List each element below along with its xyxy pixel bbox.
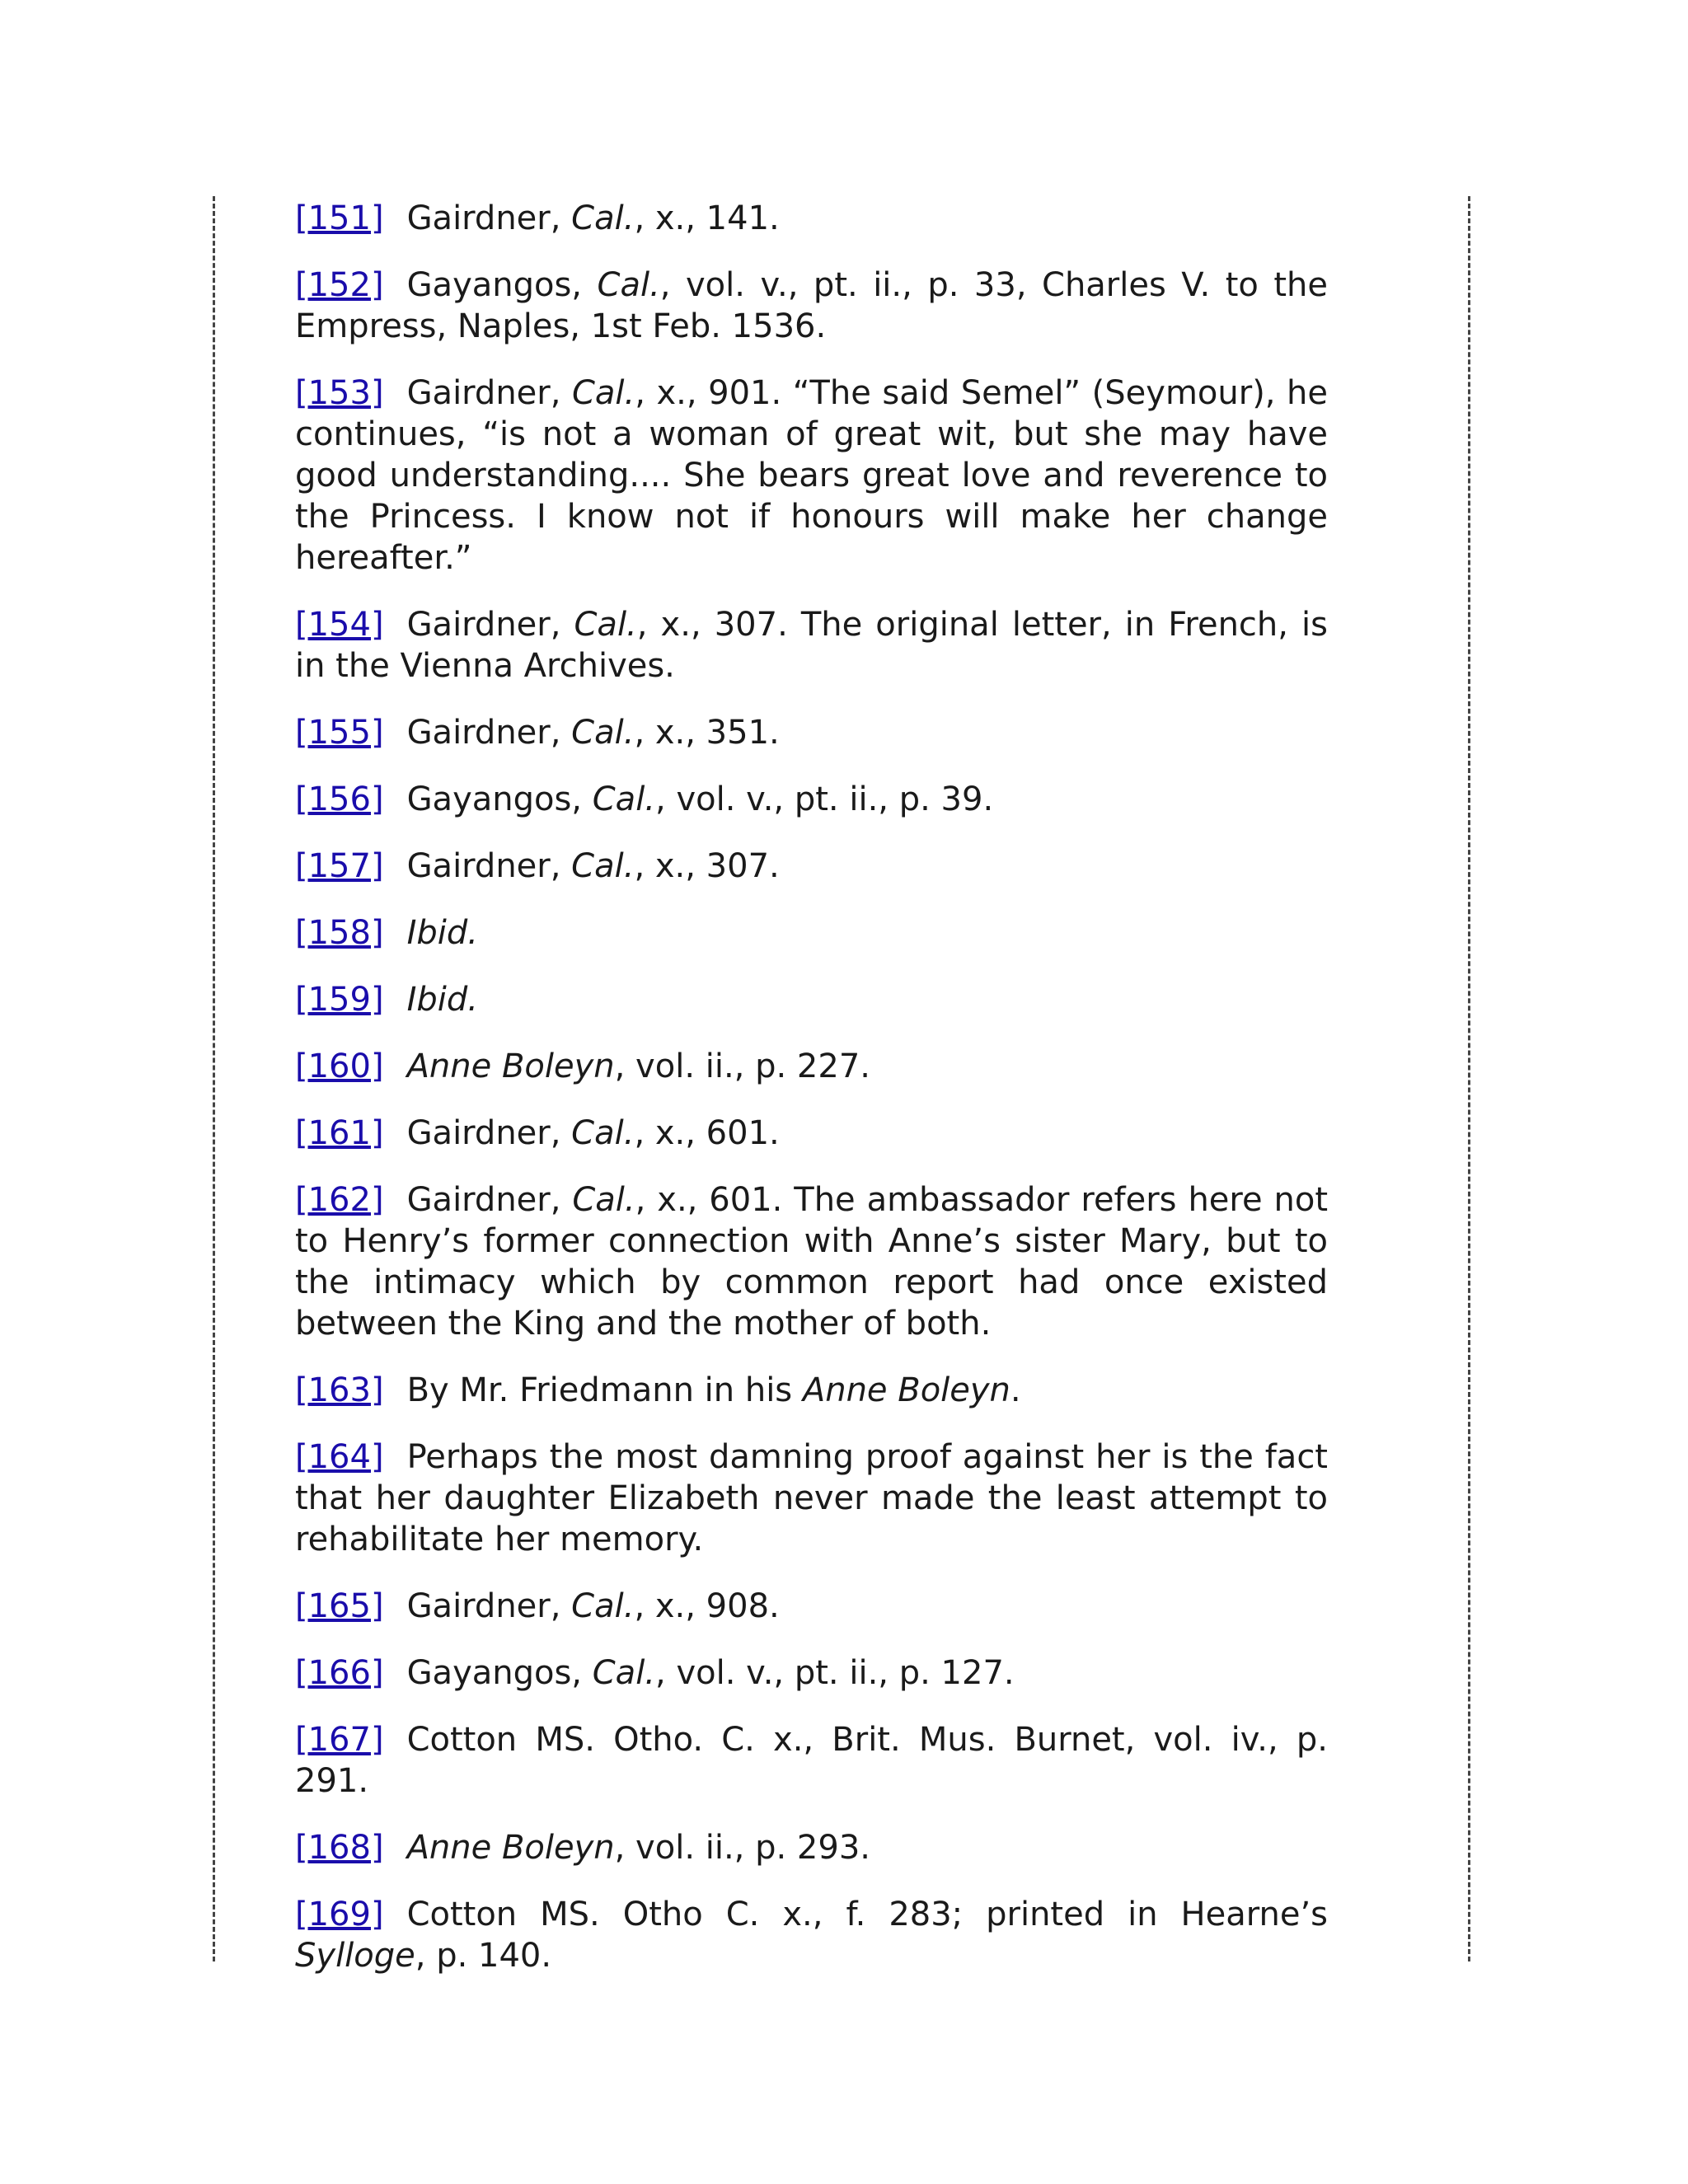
footnote-text: , x., 351. [634, 714, 780, 752]
footnote-text: , vol. ii., p. 293. [614, 1829, 870, 1867]
footnote-ref-link[interactable]: [155] [295, 714, 384, 752]
footnote [295, 979, 1328, 1020]
footnote [295, 912, 1328, 954]
footnote-text: , x., 141. [634, 199, 780, 237]
footnote [295, 779, 1328, 820]
footnote-text: , x., 307. The original letter, in French, is in the Vienna Archives. [295, 606, 1328, 685]
footnote-italic-text: Sylloge [295, 1937, 415, 1975]
footnote-text: , x., 307. [634, 847, 780, 885]
footnote-text: Cotton MS. Otho. C. x., Brit. Mus. Burnet, vol. iv., p. 291. [295, 1721, 1328, 1800]
footnote-text: , x., 601. The ambassador refers here not to Henry’s former connection with Anne’s sister Mary, but to the intimacy which by common report had once existed between the King and the mother of both. [295, 1181, 1329, 1343]
footnote-ref-link[interactable]: [159] [295, 981, 384, 1019]
footnote-text: , vol. ii., p. 227. [614, 1047, 870, 1085]
footnote-italic-text: Cal. [574, 606, 637, 644]
footnote [295, 1719, 1328, 1802]
footnote [295, 1436, 1328, 1560]
footnote-italic-text: Cal. [571, 199, 635, 237]
footnote-italic-text: Cal. [597, 266, 660, 304]
footnote-text: Gairdner, [406, 374, 572, 412]
footnote-text: Gairdner, [406, 1114, 572, 1152]
footnote-text: , vol. v., pt. ii., p. 33, Charles V. to the Empress, Naples, 1st Feb. 1536. [295, 266, 1328, 345]
footnote-ref-link[interactable]: [156] [295, 780, 384, 818]
footnote [295, 1370, 1328, 1411]
footnote-ref-link[interactable]: [160] [295, 1047, 384, 1085]
footnotes-list [295, 198, 1328, 2002]
footnote [295, 1894, 1328, 1976]
footnote-ref-link[interactable]: [168] [295, 1829, 384, 1867]
footnote-ref-link[interactable]: [164] [295, 1438, 384, 1476]
footnote-text: Perhaps the most damning proof against her is the fact that her daughter Elizabeth never made the least attempt to rehabilitate her memory. [295, 1438, 1328, 1558]
footnote [295, 712, 1328, 753]
footnote-italic-text: Cal. [571, 847, 635, 885]
footnote-text: , p. 140. [415, 1937, 552, 1975]
footnote [295, 604, 1328, 687]
footnote-ref-link[interactable]: [166] [295, 1654, 384, 1692]
footnote-ref-link[interactable]: [167] [295, 1721, 384, 1759]
right-dashed-border [1468, 196, 1470, 1961]
footnote-italic-text: Cal. [571, 374, 635, 412]
footnote-text: , x., 601. [634, 1114, 780, 1152]
footnote [295, 1652, 1328, 1694]
footnote-ref-link[interactable]: [158] [295, 914, 384, 952]
footnote-ref-link[interactable]: [154] [295, 606, 384, 644]
footnote [295, 1827, 1328, 1868]
footnote-italic-text: Cal. [571, 1587, 635, 1625]
footnote-italic-text: Ibid. [406, 914, 478, 952]
footnote-ref-link[interactable]: [157] [295, 847, 384, 885]
footnote-text: . [1010, 1371, 1021, 1409]
footnote-italic-text: Cal. [572, 1181, 635, 1219]
footnote-italic-text: Ibid. [406, 981, 478, 1019]
footnote-text: Gayangos, [406, 1654, 593, 1692]
footnote-italic-text: Anne Boleyn [406, 1047, 615, 1085]
footnote-text: Gairdner, [406, 1587, 572, 1625]
footnote [295, 846, 1328, 887]
footnote-ref-link[interactable]: [152] [295, 266, 384, 304]
footnote [295, 1113, 1328, 1154]
footnote-text: , x., 901. “The said Semel” (Seymour), he continues, “is not a woman of great wit, but she may have good understanding.... She bears great love and reverence to the Princess. I know not if honours will make her change hereafter.” [295, 374, 1328, 577]
footnote-ref-link[interactable]: [165] [295, 1587, 384, 1625]
footnote-italic-text: Anne Boleyn [406, 1829, 615, 1867]
footnote-text: , vol. v., pt. ii., p. 39. [655, 780, 994, 818]
footnote-text: , vol. v., pt. ii., p. 127. [655, 1654, 1015, 1692]
footnote [295, 1586, 1328, 1627]
footnote [295, 1179, 1328, 1344]
left-dashed-border [213, 196, 215, 1961]
footnote-text: Gairdner, [406, 199, 572, 237]
footnote [295, 198, 1328, 239]
footnote-italic-text: Cal. [592, 1654, 656, 1692]
footnote-text: Gairdner, [406, 606, 574, 644]
footnote-ref-link[interactable]: [169] [295, 1896, 384, 1933]
footnote [295, 373, 1328, 579]
footnote-text: Gairdner, [406, 714, 572, 752]
footnote-ref-link[interactable]: [163] [295, 1371, 384, 1409]
footnote-italic-text: Cal. [571, 714, 635, 752]
footnote [295, 265, 1328, 347]
footnote-text: By Mr. Friedmann in his [406, 1371, 803, 1409]
footnote-text: Gairdner, [406, 847, 572, 885]
footnote [295, 1046, 1328, 1087]
footnote-ref-link[interactable]: [161] [295, 1114, 384, 1152]
footnote-text: Gairdner, [406, 1181, 573, 1219]
footnote-text: , x., 908. [634, 1587, 780, 1625]
footnote-text: Gayangos, [406, 780, 593, 818]
footnote-ref-link[interactable]: [153] [295, 374, 384, 412]
footnote-ref-link[interactable]: [151] [295, 199, 384, 237]
footnote-italic-text: Anne Boleyn [802, 1371, 1010, 1409]
footnote-italic-text: Cal. [592, 780, 656, 818]
footnote-italic-text: Cal. [571, 1114, 635, 1152]
footnote-ref-link[interactable]: [162] [295, 1181, 384, 1219]
footnote-text: Gayangos, [406, 266, 598, 304]
footnote-text: Cotton MS. Otho C. x., f. 283; printed in Hearne’s [406, 1896, 1328, 1933]
